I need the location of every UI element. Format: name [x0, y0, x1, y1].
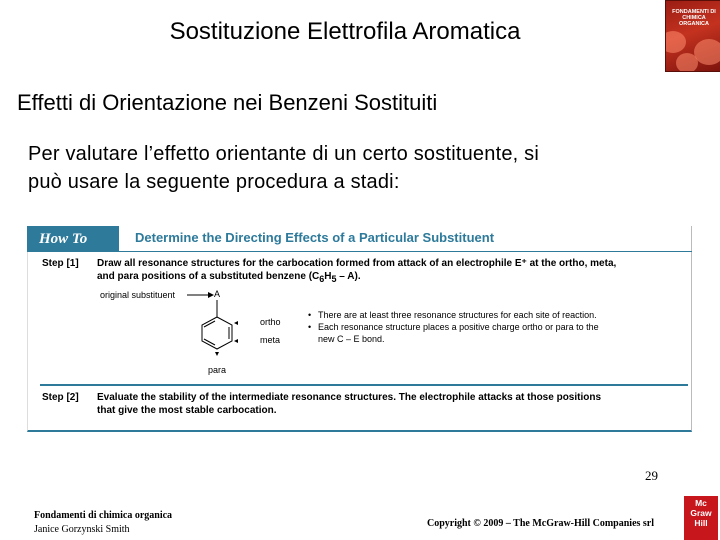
step-1-line-1: Draw all resonance structures for the carbocation formed from attack of an electrophile E⁺ at the ortho, meta,: [97, 258, 617, 269]
step-1-label: Step [1]: [42, 258, 79, 269]
substituent-a-label: A: [214, 289, 221, 299]
slide-subtitle: Effetti di Orientazione nei Benzeni Sostituiti: [17, 90, 438, 115]
formula-subscript-6: 6: [319, 274, 325, 284]
original-substituent-label: original substituent: [100, 290, 176, 300]
bullet-text: There are at least three resonance structures for each site of reaction.: [318, 310, 597, 320]
intro-paragraph: [28, 140, 698, 196]
double-bond-1: [204, 321, 215, 327]
para-arrowhead: [215, 352, 219, 356]
howto-header: [27, 226, 692, 252]
footer-book-title: Fondamenti di chimica organica: [34, 510, 173, 521]
double-bond-3: [204, 339, 215, 345]
intro-line-2: può usare la seguente procedura a stadi:: [28, 171, 400, 193]
publisher-logo: [684, 496, 718, 540]
book-cover-image: [665, 0, 720, 72]
formula-subscript-5: 5: [331, 274, 337, 284]
step-1-line-2-end: – A).: [336, 271, 361, 282]
meta-label: meta: [260, 335, 281, 345]
book-cover-text: FONDAMENTI DI CHIMICA ORGANICA: [672, 9, 716, 27]
publisher-logo-line: Mc: [695, 498, 707, 508]
ortho-arrowhead: [234, 321, 238, 325]
page-number: 29: [645, 468, 658, 483]
slide-title: Sostituzione Elettrofila Aromatica: [169, 18, 521, 45]
benzene-ring: [202, 317, 232, 349]
howto-header-rule: [119, 251, 692, 252]
bullet-text: new C – E bond.: [318, 334, 385, 344]
bullet-dot: •: [308, 322, 312, 332]
intro-line-1: Per valutare l’effetto orientante di un certo sostituente, si: [28, 143, 540, 165]
copyright-notice: Copyright © 2009 – The McGraw-Hill Companies srl: [427, 518, 655, 529]
step-separator: [40, 384, 688, 386]
step-2-label: Step [2]: [42, 392, 79, 403]
bullet-text: Each resonance structure places a positive charge ortho or para to the: [318, 322, 599, 332]
step-1-line-2: [97, 270, 361, 286]
bullet-dot: •: [308, 310, 312, 320]
para-label: para: [208, 365, 227, 375]
publisher-logo-line: Hill: [694, 518, 708, 528]
howto-title: Determine the Directing Effects of a Particular Substituent: [135, 230, 495, 245]
substituted-benzene-diagram: [180, 286, 320, 372]
footer-author: Janice Gorzynski Smith: [34, 524, 130, 535]
formula-h: H: [324, 271, 332, 282]
meta-arrowhead: [234, 339, 238, 343]
step-2-line-2: that give the most stable carbocation.: [97, 405, 277, 416]
ortho-label: ortho: [260, 317, 281, 327]
publisher-logo-line: Graw: [690, 508, 712, 518]
howto-tab-label: How To: [27, 226, 119, 252]
step-1-line-2-start: and para positions of a substituted benzene (C: [97, 271, 320, 282]
step-2-line-1: Evaluate the stability of the intermediate resonance structures. The electrophile attacks at those positions: [97, 392, 602, 403]
